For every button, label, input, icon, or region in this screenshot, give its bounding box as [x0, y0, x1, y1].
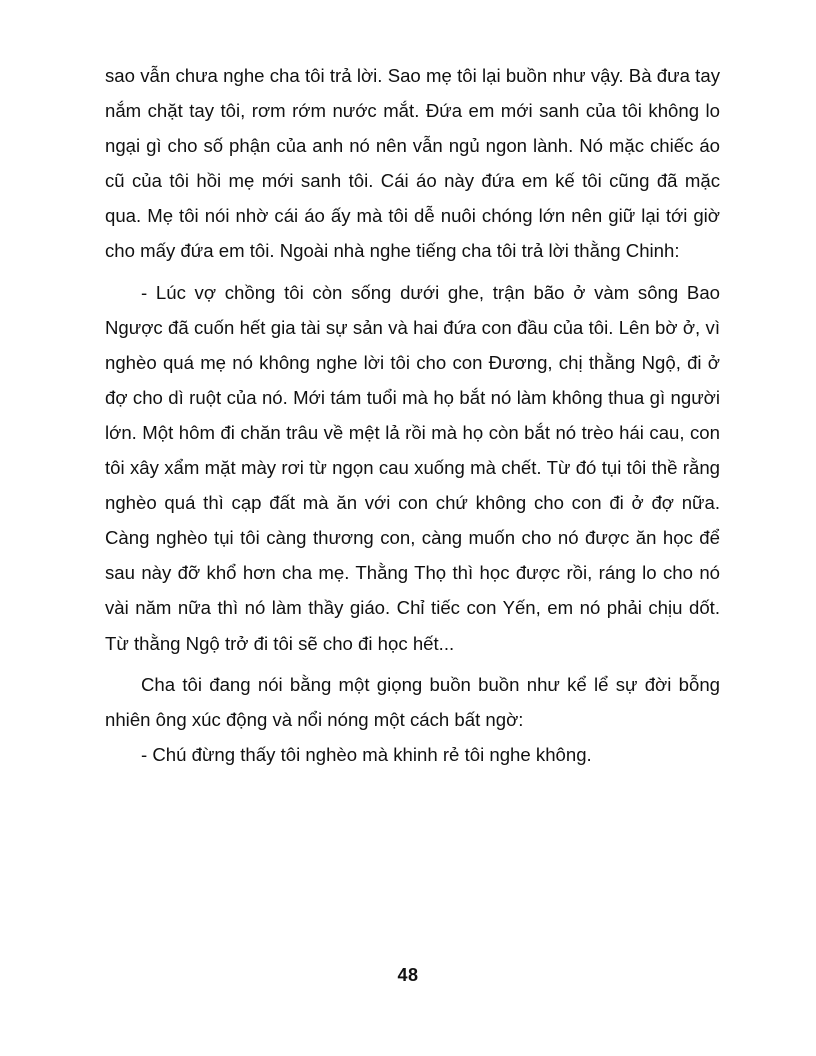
paragraph-2: - Lúc vợ chồng tôi còn sống dưới ghe, trận bão ở vàm sông Bao Ngược đã cuốn hết gia tài sự sản và hai đứa con đầu của tôi. Lên bờ ở, vì nghèo quá mẹ nó không nghe lời tôi cho con Đương, chị thằng Ngộ, đi ở đợ cho dì ruột của nó. Mới tám tuổi mà họ bắt nó làm không thua gì người lớn. Một hôm đi chăn trâu về mệt lả rồi mà họ còn bắt nó trèo hái cau, con tôi xây xẩm mặt mày rơi từ ngọn cau xuống mà chết. Từ đó tụi tôi thề rằng nghèo quá thì cạp đất mà ăn với con chứ không cho con đi ở đợ nữa. Càng nghèo tụi tôi càng thương con, càng muốn cho nó được ăn học để sau này đỡ khổ hơn cha mẹ. Thằng Thọ thì học được rồi, ráng lo cho nó vài năm nữa thì nó làm thầy giáo. Chỉ tiếc con Yến, em nó phải chịu dốt. Từ thằng Ngộ trở đi tôi sẽ cho đi học hết... — [105, 281, 720, 654]
paragraph-3: Cha tôi đang nói bằng một giọng buồn buồn như kể lể sự đời bỗng nhiên ông xúc động và nổi nóng một cách bất ngờ: — [105, 673, 720, 730]
paragraph-1: sao vẫn chưa nghe cha tôi trả lời. Sao mẹ tôi lại buồn như vậy. Bà đưa tay nắm chặt tay tôi, rơm rớm nước mắt. Đứa em mới sanh của tôi không lo ngại gì cho số phận của anh nó nên vẫn ngủ ngon lành. Nó mặc chiếc áo cũ của tôi hồi mẹ mới sanh tôi. Cái áo này đứa em kế tôi cũng đã mặc qua. Mẹ tôi nói nhờ cái áo ấy mà tôi dễ nuôi chóng lớn nên giữ lại tới giờ cho mấy đứa em tôi. Ngoài nhà nghe tiếng cha tôi trả lời thằng Chinh: — [105, 65, 720, 262]
page-body — [105, 58, 720, 772]
page-number: 48 — [397, 965, 419, 985]
paragraph-4: - Chú đừng thấy tôi nghèo mà khinh rẻ tôi nghe không. — [141, 743, 592, 765]
